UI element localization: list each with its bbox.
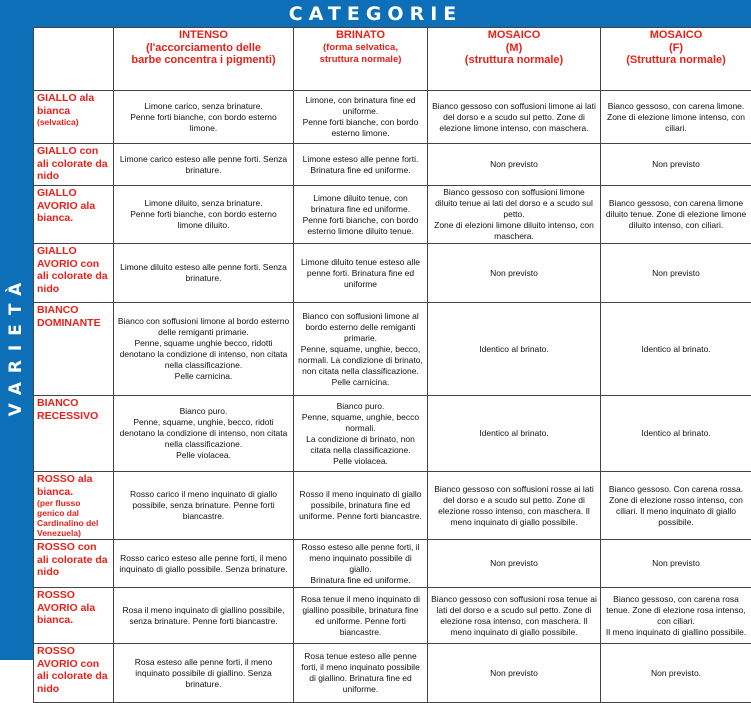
cell-brinato: Rosa tenue esteso alle penne forti, il meno inquinato possibile di giallino. Brinatura fine ed uniforme. bbox=[294, 644, 428, 703]
cell-brinato: Limone diluito tenue esteso alle penne forti. Brinatura fine ed uniforme bbox=[294, 244, 428, 303]
cell-mosaico-f: Non previsto bbox=[601, 244, 751, 303]
header-brinato-sub: (forma selvatica, struttura normale) bbox=[297, 42, 424, 67]
table-row bbox=[34, 644, 751, 703]
header-mosaico-m bbox=[428, 28, 601, 91]
table-row bbox=[34, 396, 751, 472]
cell-brinato: Rosa tenue il meno inquinato di giallino possibile, brinatura fine ed uniforme. Penne forti biancastre. bbox=[294, 588, 428, 644]
header-corner bbox=[34, 28, 114, 91]
cell-intenso: Limone diluito, senza brinature. Penne forti bianche, con bordo esterno limone diluito. bbox=[114, 186, 294, 244]
cell-mosaico-f: Bianco gessoso, con carena limone diluito tenue. Zone di elezione limone diluito intenso, con ciliari. bbox=[601, 186, 751, 244]
header-brinato-title: BRINATO bbox=[297, 29, 424, 42]
cell-brinato: Limone diluito tenue, con brinatura fine ed uniforme. Penne forti bianche, con bordo esterno limone diluito tenue. bbox=[294, 186, 428, 244]
cell-brinato: Limone, con brinatura fine ed uniforme. Penne forti bianche, con bordo esterno limone. bbox=[294, 91, 428, 144]
cell-mosaico-f: Non previsto bbox=[601, 144, 751, 186]
table-row bbox=[34, 91, 751, 144]
variety-cell bbox=[34, 396, 114, 472]
table-row bbox=[34, 144, 751, 186]
cell-mosaico-f: Non previsto. bbox=[601, 644, 751, 703]
cell-mosaico-m: Identico al brinato. bbox=[428, 303, 601, 396]
variety-cell bbox=[34, 91, 114, 144]
variety-name: GIALLO AVORIO con ali colorate da nido bbox=[37, 245, 108, 295]
cell-mosaico-m: Identico al brinato. bbox=[428, 396, 601, 472]
table-row bbox=[34, 303, 751, 396]
cell-mosaico-m: Non previsto bbox=[428, 244, 601, 303]
variety-cell bbox=[34, 144, 114, 186]
variety-name: ROSSO ala bianca. bbox=[37, 473, 92, 498]
varieties-side-bar bbox=[0, 27, 33, 660]
header-mosaico-f-title: MOSAICO (F) bbox=[604, 29, 748, 54]
cell-mosaico-f: Bianco gessoso, con carena limone. Zone di elezione limone intenso, con ciliari. bbox=[601, 91, 751, 144]
cell-brinato: Bianco con soffusioni limone al bordo esterno delle remiganti primarie. Penne, squame, unghie, becco, normali. La condizione di brinato, non citata nella classificazione. Pelle carnicina. bbox=[294, 303, 428, 396]
variety-cell bbox=[34, 644, 114, 703]
table-row bbox=[34, 472, 751, 540]
cell-mosaico-m: Non previsto bbox=[428, 644, 601, 703]
header-intenso-sub: (l'accorciamento delle barbe concentra i pigmenti) bbox=[117, 42, 290, 67]
variety-name: ROSSO con ali colorate da nido bbox=[37, 541, 108, 578]
table-row bbox=[34, 588, 751, 644]
cell-intenso: Limone carico, senza brinature. Penne forti bianche, con bordo esterno limone. bbox=[114, 91, 294, 144]
variety-name: GIALLO ala bianca bbox=[37, 92, 94, 117]
table-row bbox=[34, 186, 751, 244]
cell-mosaico-m: Non previsto bbox=[428, 540, 601, 588]
cell-intenso: Rosa esteso alle penne forti, il meno inquinato possibile di giallino. Senza brinature. bbox=[114, 644, 294, 703]
header-intenso bbox=[114, 28, 294, 91]
cell-brinato: Rosso esteso alle penne forti, il meno inquinato possibile di giallo. Brinatura fine ed uniforme. bbox=[294, 540, 428, 588]
cell-mosaico-f: Identico al brinato. bbox=[601, 396, 751, 472]
cell-mosaico-m: Bianco gessoso con soffusioni limone ai lati del dorso e a scudo sul petto. Zone di elezione limone intenso, con maschera. bbox=[428, 91, 601, 144]
cell-intenso: Limone diluito esteso alle penne forti. Senza brinature. bbox=[114, 244, 294, 303]
header-mosaico-m-title: MOSAICO (M) bbox=[431, 29, 597, 54]
variety-name: ROSSO AVORIO ala bianca. bbox=[37, 589, 95, 626]
variety-cell bbox=[34, 186, 114, 244]
categories-title-bar: CATEGORIE bbox=[0, 0, 751, 27]
variety-cell bbox=[34, 540, 114, 588]
cell-intenso: Bianco con soffusioni limone al bordo esterno delle remiganti primarie. Penne, squame unghie becco, ridotti denotano la condizione di intenso, non citata nella classificazione. Pelle carnicina. bbox=[114, 303, 294, 396]
header-mosaico-f-sub: (Struttura normale) bbox=[604, 54, 748, 67]
cell-mosaico-m: Non previsto bbox=[428, 144, 601, 186]
variety-name: BIANCO RECESSIVO bbox=[37, 397, 98, 422]
cell-mosaico-f: Identico al brinato. bbox=[601, 303, 751, 396]
variety-name: ROSSO AVORIO con ali colorate da nido bbox=[37, 645, 108, 695]
variety-name: GIALLO AVORIO ala bianca. bbox=[37, 187, 95, 224]
cell-mosaico-f: Bianco gessoso. Con carena rossa. Zone di elezione rosso intenso, con ciliari. Il meno inquinato di giallo possibile. bbox=[601, 472, 751, 540]
cell-mosaico-m: Bianco gessoso con soffusioni rosa tenue ai lati del dorso e a scudo sul petto. Zone di elezione rosa intenso, con maschera. Il meno inquinato di giallo possibile. bbox=[428, 588, 601, 644]
cell-intenso: Bianco puro. Penne, squame, unghie, becco, ridoti denotano la condizione di intenso, non citata nella classificazione. Pelle violacea. bbox=[114, 396, 294, 472]
cell-intenso: Limone carico esteso alle penne forti. Senza brinature. bbox=[114, 144, 294, 186]
table-row bbox=[34, 244, 751, 303]
header-mosaico-f bbox=[601, 28, 751, 91]
variety-name: GIALLO con ali colorate da nido bbox=[37, 145, 108, 182]
header-intenso-title: INTENSO bbox=[117, 29, 290, 42]
cell-brinato: Bianco puro. Penne, squame, unghie, becco normali. La condizione di brinato, non citata nella classificazione. Pelle violacea. bbox=[294, 396, 428, 472]
variety-note: (per flusso genico dal Cardinalino del Venezuela) bbox=[37, 498, 110, 538]
cell-mosaico-m: Bianco gessoso con soffusioni limone diluito tenue ai lati del dorso e a scudo sul petto. Zone di elezioni limone diluito intenso, con maschera. bbox=[428, 186, 601, 244]
cell-intenso: Rosso carico esteso alle penne forti, il meno inquinato di giallo possibile. Senza brinature. bbox=[114, 540, 294, 588]
variety-cell bbox=[34, 303, 114, 396]
varieties-label: VARIETÀ bbox=[6, 274, 26, 417]
variety-cell bbox=[34, 588, 114, 644]
header-mosaico-m-sub: (struttura normale) bbox=[431, 54, 597, 67]
cell-mosaico-f: Bianco gessoso, con carena rosa tenue. Zone di elezione rosa intenso, con ciliari. Il meno inquinato di giallino possibile. bbox=[601, 588, 751, 644]
variety-cell bbox=[34, 472, 114, 540]
table-row bbox=[34, 540, 751, 588]
header-row bbox=[34, 28, 751, 91]
classification-table bbox=[33, 27, 751, 703]
header-brinato bbox=[294, 28, 428, 91]
cell-mosaico-f: Non previsto bbox=[601, 540, 751, 588]
cell-brinato: Limone esteso alle penne forti. Brinatura fine ed uniforme. bbox=[294, 144, 428, 186]
variety-name: BIANCO DOMINANTE bbox=[37, 304, 101, 329]
variety-note: (selvatica) bbox=[37, 117, 110, 127]
variety-cell bbox=[34, 244, 114, 303]
cell-intenso: Rosso carico il meno inquinato di giallo possibile, senza brinature. Penne forti biancastre. bbox=[114, 472, 294, 540]
cell-mosaico-m: Bianco gessoso con soffusioni rosse ai lati del dorso e a scudo sul petto. Zone di elezione rosso intenso, con maschera. Il meno inquinato di giallo possibile. bbox=[428, 472, 601, 540]
cell-brinato: Rosso il meno inquinato di giallo possibile, brinatura fine ed uniforme. Penne forti biancastre. bbox=[294, 472, 428, 540]
cell-intenso: Rosa il meno inquinato di giallino possibile, senza brinature. Penne forti biancastre. bbox=[114, 588, 294, 644]
